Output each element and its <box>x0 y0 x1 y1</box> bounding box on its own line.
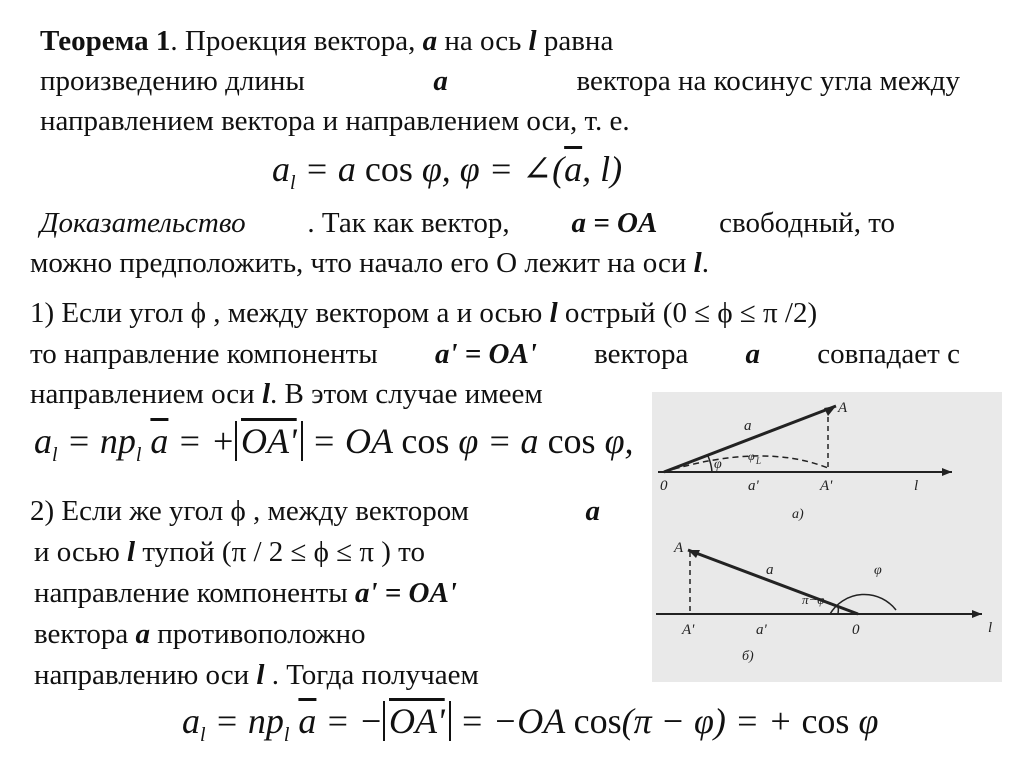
fig2-label-l: l <box>988 620 993 636</box>
fig2-label-pi-phi: π−φ <box>802 592 825 607</box>
fig1-label-l: l <box>914 478 919 494</box>
fig2-label-A: A <box>674 540 684 556</box>
case2-line-3: направление компоненты a' = OA' <box>34 577 457 609</box>
fig2-label-a: a <box>766 562 774 578</box>
fig1-label-A-prime: A' <box>820 478 833 494</box>
fig1-label-phi-l: φ <box>748 449 755 463</box>
case1-line-3: направлением оси l. В этом случае имеем <box>30 378 543 410</box>
fig2-caption: б) <box>742 649 754 664</box>
proof-line-2: можно предположить, что начало его О лежит на оси l. <box>30 247 709 279</box>
case1-formula: $a_l = np_l$ $\overline{a}$ = + OA' = OA cos φ = a cos φ, <box>34 421 634 466</box>
case2-line-2: и осью l тупой (π / 2 ≤ ϕ ≤ π ) то <box>34 536 425 568</box>
fig1-label-a-prime: a' <box>748 478 759 494</box>
fig1-caption: a) <box>792 507 804 522</box>
theorem-line-1: Теорема 1. Проекция вектора, a на ось l равна <box>40 25 614 57</box>
fig1-label-phi: φ <box>714 457 722 472</box>
theorem-formula: $a_l = a$ cos φ, $\varphi = \angle(\overline{a}$, l) <box>272 149 623 194</box>
fig1-label-a: a <box>744 418 752 434</box>
fig1-label-phi-l-sub: L <box>756 456 762 466</box>
theorem-line-3: направлением вектора и направлением оси, т. е. <box>40 105 630 137</box>
fig2-label-a-prime: a' <box>756 622 767 638</box>
proof-line-1: Доказательство . Так как вектор, a = OA свободный, то <box>40 207 895 239</box>
case2-line-4: вектора a противоположно <box>34 618 366 650</box>
figure-acute-angle <box>652 392 1002 530</box>
case2-line-5: направлению оси l . Тогда получаем <box>34 659 479 691</box>
case2-formula: $a_l = np_l$ $\overline{a}$ = − OA' = −OA cos(π − φ) = + cos φ <box>182 701 879 746</box>
fig2-label-O: 0 <box>852 622 860 638</box>
theorem-title: Теорема 1 <box>40 25 171 57</box>
fig1-label-A: A <box>838 400 848 416</box>
case1-line-2: то направление компоненты a' = OA' вектора a совпадает с <box>30 338 960 370</box>
figure-obtuse-angle <box>652 522 1002 682</box>
theorem-line-2: произведению длины a вектора на косинус угла между <box>40 65 960 97</box>
fig1-label-O: 0 <box>660 478 668 494</box>
fig2-label-A-prime: A' <box>682 622 695 638</box>
case2-line-1: 2) Если же угол ϕ , между вектором a <box>30 495 600 527</box>
case1-line-1: 1) Если угол ϕ , между вектором а и осью l острый (0 ≤ ϕ ≤ π /2) <box>30 297 818 329</box>
fig2-label-phi: φ <box>874 563 882 578</box>
